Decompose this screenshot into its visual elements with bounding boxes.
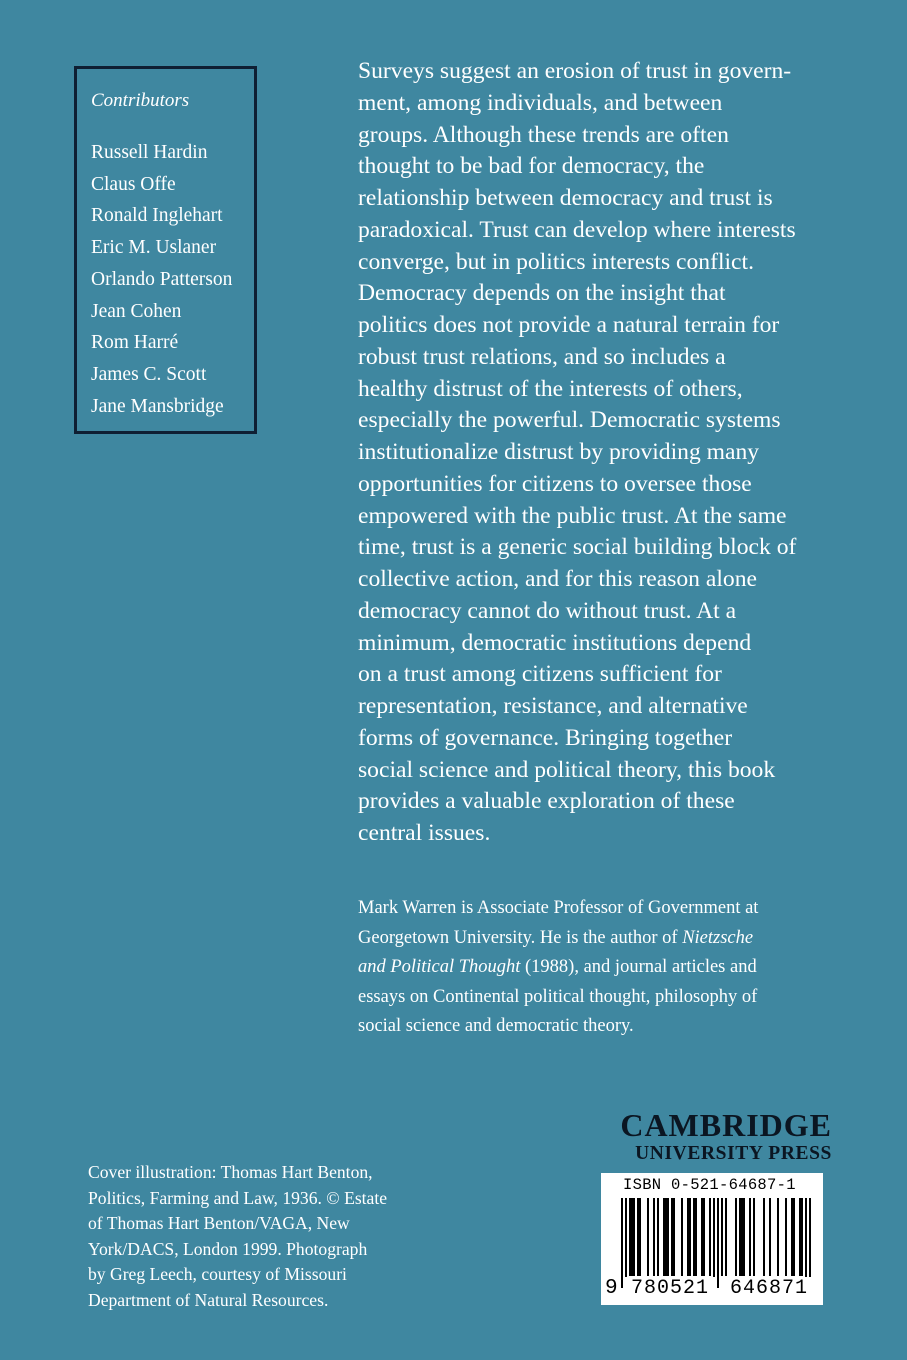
barcode-bar	[763, 1198, 765, 1276]
credit-line: Department of Natural Resources.	[88, 1289, 329, 1310]
barcode-bar	[637, 1198, 639, 1276]
barcode-bar	[653, 1198, 655, 1276]
barcode-bar	[631, 1198, 633, 1276]
contributor-name: Eric M. Uslaner	[91, 237, 217, 259]
ean-digits	[605, 1277, 819, 1301]
blurb-line: on a trust among citizens sufficient for	[358, 661, 722, 688]
barcode-bar	[799, 1198, 801, 1276]
blurb-line: institutionalize distrust by providing many	[358, 439, 760, 465]
bio-line: social science and democratic theory.	[358, 1016, 634, 1036]
barcode-bar	[709, 1198, 711, 1276]
bio-text: (1988), and journal articles and	[520, 957, 757, 977]
blurb-line: social science and political theory, this book	[358, 756, 776, 783]
barcode-bar	[791, 1198, 793, 1276]
barcode-bar	[633, 1198, 635, 1276]
contributor-name: Russell Hardin	[91, 142, 208, 163]
book-title-italic: and Political Thought	[358, 957, 521, 977]
blurb-line: ment, among individuals, and between	[358, 89, 723, 116]
credit-line: of Thomas Hart Benton/VAGA, New	[88, 1213, 350, 1233]
barcode-bar	[785, 1198, 787, 1276]
credit-line: by Greg Leech, courtesy of Missouri	[88, 1264, 347, 1284]
blurb-line: Democracy depends on the insight that	[358, 280, 726, 307]
barcode-bar	[695, 1198, 697, 1276]
barcode-bar	[693, 1198, 695, 1276]
ean-first-digit: 9	[605, 1277, 618, 1300]
barcode-bar	[739, 1198, 741, 1276]
publisher-subtitle: UNIVERSITY PRESS	[635, 1143, 832, 1164]
barcode-bar	[793, 1198, 795, 1276]
barcode-bar	[689, 1198, 691, 1276]
blurb-line: minimum, democratic institutions depend	[358, 629, 752, 656]
barcode-bar	[665, 1198, 667, 1276]
isbn-label: ISBN 0-521-64687-1	[623, 1176, 796, 1194]
ean-left-group: 780521	[624, 1277, 716, 1301]
blurb-line: paradoxical. Trust can develop where interests	[358, 216, 796, 243]
barcode-bar	[663, 1198, 665, 1276]
contributors-box	[74, 66, 257, 434]
blurb-line: representation, resistance, and alternative	[358, 693, 748, 719]
blurb-line: relationship between democracy and trust is	[358, 185, 773, 211]
barcode-bar	[673, 1198, 675, 1276]
blurb-line: Surveys suggest an erosion of trust in govern-	[358, 58, 792, 84]
barcode-bar	[639, 1198, 641, 1276]
barcode-guard-bar	[625, 1198, 627, 1288]
credit-line: Cover illustration: Thomas Hart Benton,	[88, 1162, 373, 1182]
barcode-bar	[753, 1198, 755, 1276]
cover-credit	[88, 1160, 418, 1313]
barcode-bar	[749, 1198, 751, 1276]
author-bio	[358, 894, 838, 1042]
barcode-bar	[703, 1198, 705, 1276]
contributor-name: Rom Harré	[91, 332, 179, 354]
blurb-line: democracy cannot do without trust. At a	[358, 597, 737, 624]
blurb-line: especially the powerful. Democratic systems	[358, 407, 781, 434]
bio-line: Mark Warren is Associate Professor of Government at	[358, 898, 759, 918]
bio-line	[358, 924, 838, 954]
blurb-line: time, trust is a generic social building block of	[358, 534, 797, 561]
bio-line: essays on Continental political thought, philosophy of	[358, 986, 758, 1007]
blurb-line: healthy distrust of the interests of others,	[358, 375, 743, 402]
blurb-line: groups. Although these trends are often	[358, 121, 729, 148]
barcode-bar	[701, 1198, 703, 1276]
blurb-line: converge, but in politics interests conflict.	[358, 248, 754, 275]
barcode-bar	[671, 1198, 673, 1276]
publisher-logo	[592, 1108, 832, 1165]
credit-line: York/DACS, London 1999. Photograph	[88, 1238, 368, 1259]
barcode-guard-bar	[717, 1198, 719, 1288]
barcode-bar	[741, 1198, 743, 1276]
barcode-bar	[725, 1198, 727, 1276]
barcode-guard-bar	[809, 1198, 811, 1288]
publisher-name: CAMBRIDGE	[620, 1107, 832, 1143]
book-title-italic: Nietzsche	[682, 927, 754, 948]
blurb-line: opportunities for citizens to oversee those	[358, 470, 752, 497]
blurb-line: empowered with the public trust. At the same	[358, 502, 787, 529]
bio-line	[358, 953, 838, 983]
barcode-bar	[721, 1198, 723, 1276]
contributor-name: Ronald Inglehart	[91, 205, 223, 227]
barcode-bar	[647, 1198, 649, 1276]
barcode-bar	[735, 1198, 737, 1276]
blurb-line: provides a valuable exploration of these	[358, 788, 735, 815]
contributor-name: Jane Mansbridge	[91, 395, 224, 417]
barcode-bar	[801, 1198, 803, 1276]
barcode-bar	[687, 1198, 689, 1276]
blurb-line: forms of governance. Bringing together	[358, 724, 733, 751]
barcode-bar	[769, 1198, 771, 1276]
blurb-line: collective action, and for this reason alone	[358, 566, 757, 592]
barcode-bar	[777, 1198, 779, 1276]
blurb-line: politics does not provide a natural terrain for	[358, 312, 780, 338]
barcode-bar	[667, 1198, 669, 1276]
contributor-name: James C. Scott	[91, 363, 207, 385]
ean-right-group: 646871	[722, 1277, 816, 1301]
credit-line: Politics, Farming and Law, 1936. © Estate	[88, 1187, 388, 1208]
barcode-bar	[681, 1198, 683, 1276]
barcode-guard-bar	[805, 1198, 807, 1288]
contributor-name: Claus Offe	[91, 173, 176, 195]
barcode-bar	[629, 1198, 631, 1276]
blurb-line: thought to be bad for democracy, the	[358, 153, 705, 180]
book-blurb	[358, 56, 838, 850]
isbn-barcode	[601, 1173, 823, 1305]
blurb-line: central issues.	[358, 820, 491, 846]
bio-text: Georgetown University. He is the author of	[358, 927, 683, 948]
contributors-heading: Contributors	[91, 90, 190, 111]
barcode-guard-bar	[621, 1198, 623, 1288]
barcode-bar	[657, 1198, 659, 1276]
blurb-line: robust trust relations, and so includes a	[358, 343, 726, 370]
barcode-guard-bar	[713, 1198, 715, 1288]
contributor-name: Jean Cohen	[91, 300, 182, 322]
barcode-bar	[743, 1198, 745, 1276]
contributor-name: Orlando Patterson	[91, 268, 233, 290]
